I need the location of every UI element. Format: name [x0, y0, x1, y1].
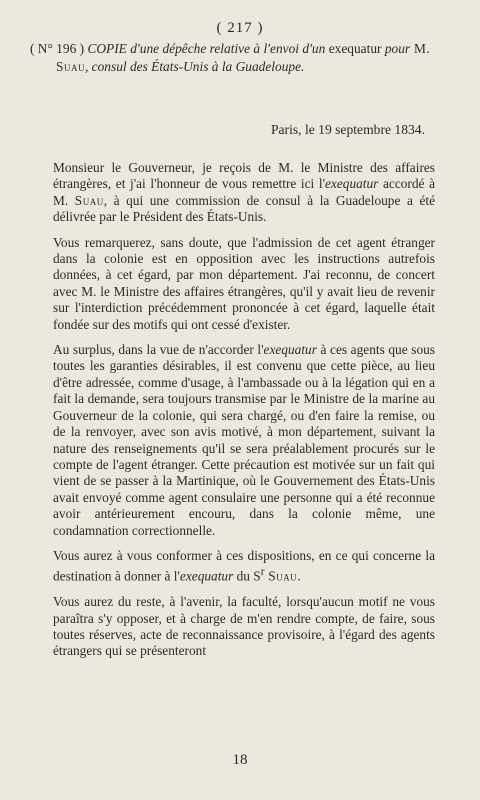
paragraph-text: à ces agents que sous toutes les garanties désirables, il est convenu que cette pièce, au lieu d'être adressée, comme d'usage, à l'ambassade ou à la légation qui en a fait la demande, sera toujours transmise par le Ministre de la marine au Gouverneur de la colonie, qui sera chargé, ou d'en faire la remise, ou de la renvoyer, avec son avis motivé, à mon département, suivant la nature des renseignements qu'il se sera préalablement procurés sur le compte de l'agent étranger. Cette précaution est motivée sur un fait qui vient de se passer à la Martinique, où le Gouvernement des États-Unis avait envoyé comme agent consulaire une personne qui a été reconnue avoir antérieurement encouru, dans la colonie même, une condamnation correctionnelle. [53, 342, 435, 538]
paragraph-4 [53, 548, 435, 585]
paragraph-text: . [297, 568, 301, 584]
paragraph-text: , à qui une commission de consul à la Guadeloupe a été délivrée par le Président des États-Unis. [53, 192, 435, 225]
header-title-italic: COPIE d'une dépêche relative à l'envoi d'un [87, 41, 326, 56]
header-pour: pour [384, 41, 411, 56]
consul-name: Suau [264, 568, 298, 584]
header-consul-title: , consul des États-Unis à la [84, 58, 233, 74]
consul-name: Suau [74, 192, 104, 208]
letter-body [53, 160, 435, 669]
header-place: Guadeloupe. [235, 58, 305, 74]
paragraph-text: Vous aurez à vous conformer à ces dispositions, en ce qui concerne la destination à donner à l' [53, 547, 435, 584]
document-header [30, 40, 440, 75]
header-title [30, 40, 440, 75]
paragraph-3 [53, 342, 435, 539]
dateline: Paris, le 19 septembre 1834. [270, 122, 425, 137]
exequatur-term: exequatur [179, 568, 234, 584]
paragraph-text: Au surplus, dans la vue de n'accorder l' [53, 342, 264, 358]
exequatur-term: exequatur [263, 342, 317, 358]
exequatur-term: exequatur [325, 176, 379, 192]
paragraph-5: Vous aurez du reste, à l'avenir, la faculté, lorsqu'aucun motif ne vous paraîtra s'y opposer, et à charge de m'en rendre compte, de faire, sous toutes réserves, acte de reconnaissance provisoire, à l'égard des agents étrangers qui se présenteront [53, 594, 435, 659]
superscript: r [260, 566, 265, 579]
paragraph-text: accordé à M. [53, 176, 435, 208]
document-number: ( N° 196 ) [30, 41, 85, 56]
paragraph-text: Monsieur le Gouverneur, je reçois de M. le Ministre des affaires étrangères, et j'ai l'honneur de vous remettre ici l' [53, 160, 435, 192]
signature-mark: 18 [232, 752, 248, 768]
header-consul-name: M. Suau [56, 41, 431, 74]
paragraph-text: du S [233, 568, 261, 584]
page-number: ( 217 ) [216, 20, 264, 36]
paragraph-1 [53, 160, 435, 226]
paragraph-2: Vous remarquerez, sans doute, que l'admission de cet agent étranger dans la colonie est en opposition avec les instructions autrefois données, à cet égard, par mon département. J'ai reconnu, de concert avec M. le Ministre des affaires étrangères, qu'il y avait lieu de revenir sur l'interdiction précédemment prononcée à cet égard, laquelle était fondée sur des motifs qui ont cessé d'exister. [53, 234, 435, 332]
header-exequatur: exequatur [328, 41, 385, 56]
